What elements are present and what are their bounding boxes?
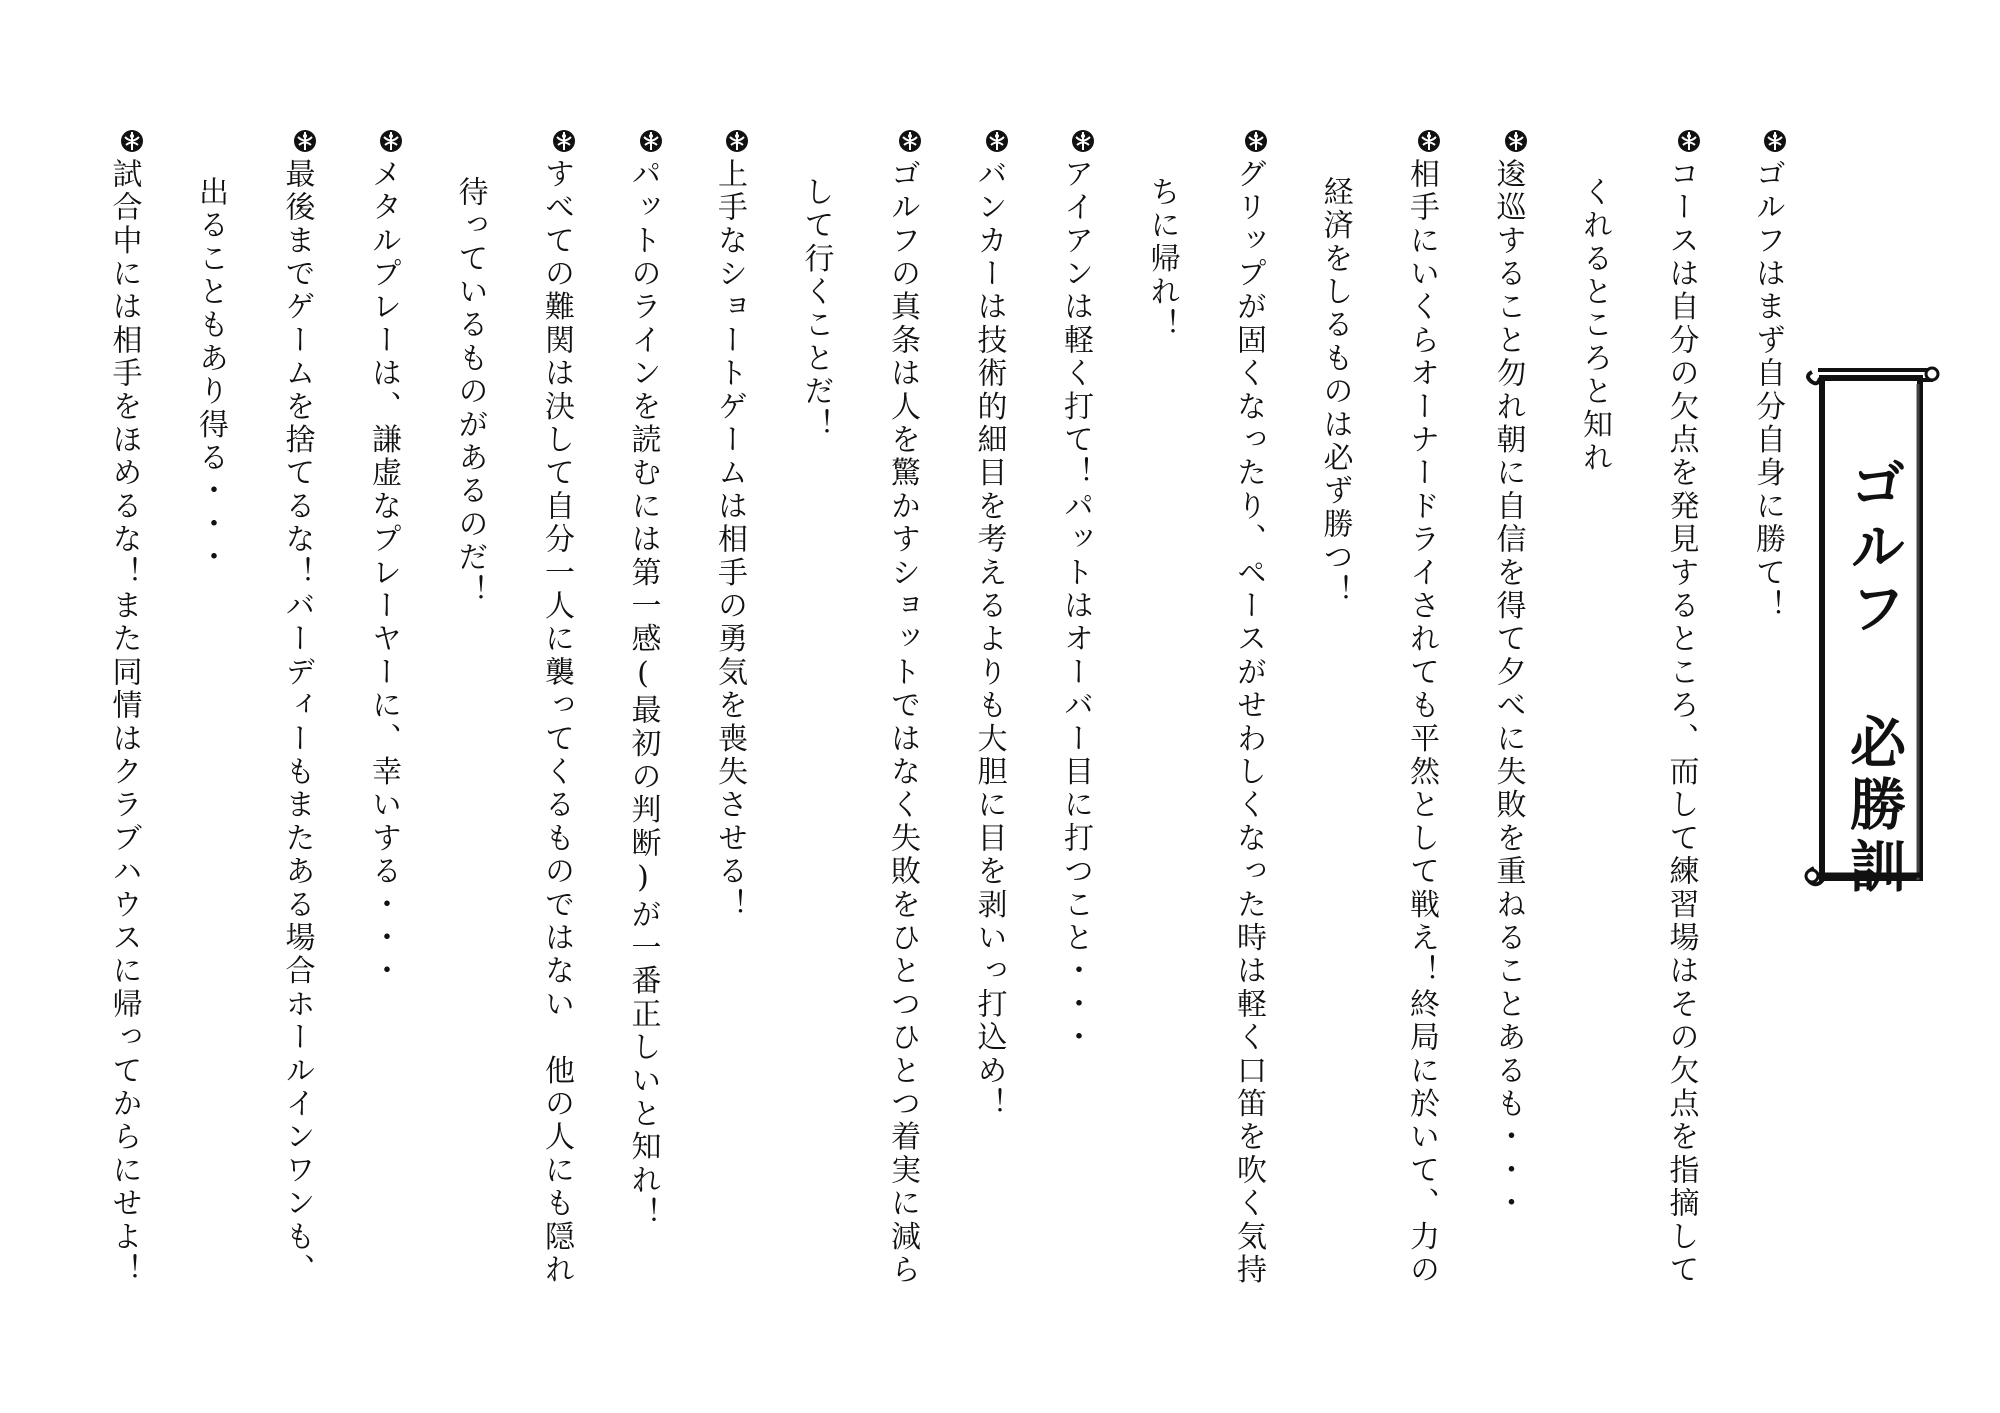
crest-icon — [638, 128, 664, 154]
maxim-continuation-line — [452, 176, 488, 1376]
maxim-text: メタルプレーは、謙虚なプレーヤーに、幸いする・・・ — [366, 158, 401, 988]
maxim-continuation-line — [193, 176, 228, 1376]
crest-icon — [1416, 128, 1442, 154]
crest-icon — [724, 128, 750, 154]
maxim-text: 上手なショートゲームは相手の勇気を喪失させる！ — [712, 158, 747, 922]
maxim-line — [1663, 128, 1702, 1328]
maxim-text: アイアンは軽く打て！パットはオーバー目に打つこと・・・ — [1058, 158, 1093, 1055]
maxim-text: ゴルフの真条は人を驚かすショットではなく失敗をひとつひとつ着実に減ら — [885, 158, 920, 1287]
crest-icon — [1503, 128, 1529, 154]
maxim-text: 最後までゲームを捨てるな！バーディーもまたある場合ホールインワンも、 — [279, 158, 315, 1287]
maxim-text: くれるところと知れ — [1577, 176, 1612, 475]
maxim-text: パットのラインを読むには第一感(最初の判断)が一番正しいと知れ！ — [625, 158, 661, 1231]
crest-icon — [1762, 128, 1788, 154]
maxim-text: 逡巡すること勿れ朝に自信を得て夕べに失敗を重ねることあるも・・・ — [1490, 158, 1526, 1221]
maxim-line — [106, 128, 145, 1328]
maxim-continuation-line — [1577, 176, 1612, 1376]
maxim-line — [971, 128, 1010, 1328]
maxim-line — [714, 128, 750, 1328]
maxim-text: 出ることもあり得る・・・ — [193, 176, 228, 575]
crest-icon — [378, 128, 404, 154]
maxim-text: ちに帰れ！ — [1144, 176, 1180, 342]
maxim-line — [1406, 128, 1442, 1328]
maxim-continuation-line — [798, 176, 834, 1376]
maxim-continuation-line — [1317, 176, 1353, 1376]
crest-icon — [292, 128, 318, 154]
crest-icon — [119, 128, 145, 154]
maxim-line — [625, 128, 664, 1328]
maxim-line — [1060, 128, 1096, 1328]
crest-icon — [1243, 128, 1269, 154]
maxim-line — [1233, 128, 1269, 1328]
maxim-text: バンカーは技術的細目を考えるよりも大胆に目を剥いっ打込め！ — [971, 158, 1007, 1121]
crest-icon — [897, 128, 923, 154]
maxim-text: 経済をしるものは必ず勝つ！ — [1317, 176, 1353, 608]
maxim-continuation-line — [1144, 176, 1180, 1376]
maxim-text: 試合中には相手をほめるな！また同情はクラブハウスに帰ってからにせよ！ — [106, 158, 142, 1287]
maxim-line — [279, 128, 318, 1328]
maxim-text: 待っているものがあるのだ！ — [452, 176, 488, 608]
page-title: ゴルフ 必勝訓 — [1841, 455, 1907, 899]
crest-icon — [984, 128, 1010, 154]
maxim-text: グリップが固くなったり、ペースがせわしくなった時は軽く口笛を吹く気持 — [1231, 158, 1266, 1287]
maxim-text: ゴルフはまず自分自身に勝て！ — [1750, 158, 1785, 623]
maxim-text: すべての難関は決して自分一人に襲ってくるものではない 他の人にも隠れ — [539, 158, 574, 1287]
crest-icon — [551, 128, 577, 154]
title-scroll-banner — [1800, 360, 1940, 899]
maxim-line — [368, 128, 404, 1328]
maxim-text: コースは自分の欠点を発見するところ、而して練習場はその欠点を指摘して — [1663, 158, 1699, 1287]
maxim-line — [1752, 128, 1788, 1328]
crest-icon — [1676, 128, 1702, 154]
crest-icon — [1070, 128, 1096, 154]
maxim-line — [887, 128, 923, 1328]
maxim-line — [1490, 128, 1529, 1328]
maxim-text: して行くことだ！ — [798, 176, 834, 442]
maxim-line — [541, 128, 577, 1328]
maxim-text: 相手にいくらオーナードライされても平然として戦え！終局に於いて、力の — [1404, 158, 1439, 1287]
